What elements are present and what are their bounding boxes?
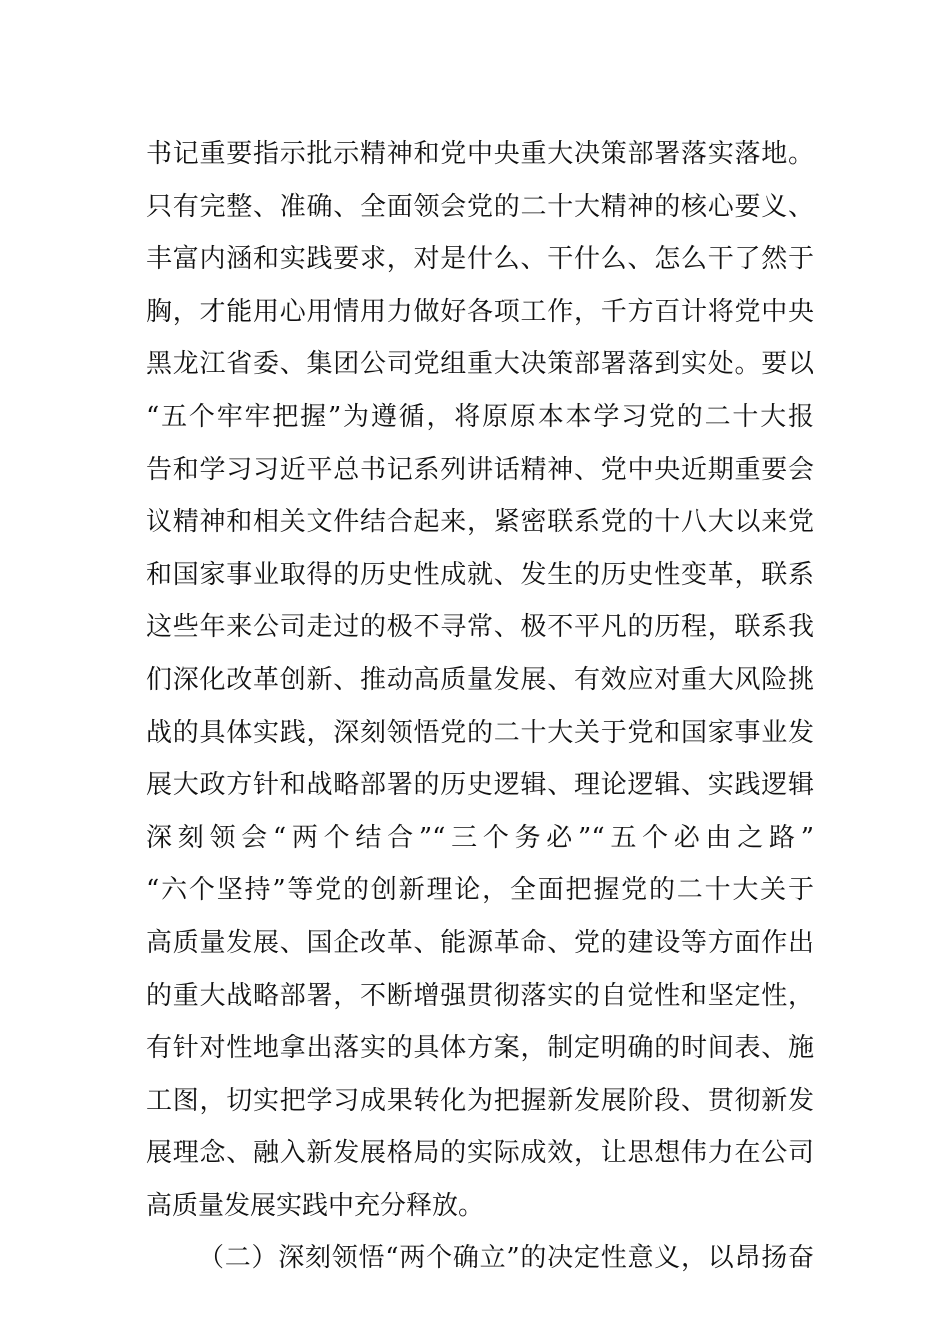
paragraph-line: 议精神和相关文件结合起来，紧密联系党的十八大以来党 bbox=[146, 507, 814, 538]
paragraph-line: 展理念、融入新发展格局的实际成效，让思想伟力在公司 bbox=[146, 1138, 814, 1169]
paragraph-line: 黑龙江省委、集团公司党组重大决策部署落到实处。要以 bbox=[146, 349, 814, 380]
paragraph-line: 这些年来公司走过的极不寻常、极不平凡的历程，联系我 bbox=[146, 612, 814, 643]
paragraph-line: 深刻领会“两个结合”“三个务必”“五个必由之路” bbox=[146, 822, 814, 853]
paragraph-line: “六个坚持”等党的创新理论，全面把握党的二十大关于 bbox=[146, 875, 814, 906]
paragraph-line: 高质量发展、国企改革、能源革命、党的建设等方面作出 bbox=[146, 927, 814, 958]
paragraph-line: 有针对性地拿出落实的具体方案，制定明确的时间表、施 bbox=[146, 1033, 814, 1064]
paragraph-line: 高质量发展实践中充分释放。 bbox=[146, 1190, 485, 1221]
body-text bbox=[146, 128, 814, 1285]
paragraph-line: 丰富内涵和实践要求，对是什么、干什么、怎么干了然于 bbox=[146, 244, 814, 275]
paragraph-line: 的重大战略部署，不断增强贯彻落实的自觉性和坚定性， bbox=[146, 980, 814, 1011]
section-heading: （二）深刻领悟“两个确立”的决定性意义，以昂扬奋 bbox=[198, 1243, 814, 1274]
paragraph-line: 们深化改革创新、推动高质量发展、有效应对重大风险挑 bbox=[146, 664, 814, 695]
paragraph-line: 告和学习习近平总书记系列讲话精神、党中央近期重要会 bbox=[146, 454, 814, 485]
paragraph-line: 展大政方针和战略部署的历史逻辑、理论逻辑、实践逻辑 bbox=[146, 770, 814, 801]
paragraph-line: 胸，才能用心用情用力做好各项工作，千方百计将党中央 bbox=[146, 296, 814, 327]
paragraph-line: 工图，切实把学习成果转化为把握新发展阶段、贯彻新发 bbox=[146, 1085, 814, 1116]
paragraph-line: 和国家事业取得的历史性成就、发生的历史性变革，联系 bbox=[146, 559, 814, 590]
paragraph-line: 战的具体实践，深刻领悟党的二十大关于党和国家事业发 bbox=[146, 717, 814, 748]
paragraph-line: 书记重要指示批示精神和党中央重大决策部署落实落地。 bbox=[146, 139, 814, 169]
paragraph-line: “五个牢牢把握”为遵循，将原原本本学习党的二十大报 bbox=[146, 401, 814, 432]
paragraph-line: 只有完整、准确、全面领会党的二十大精神的核心要义、 bbox=[146, 191, 814, 222]
